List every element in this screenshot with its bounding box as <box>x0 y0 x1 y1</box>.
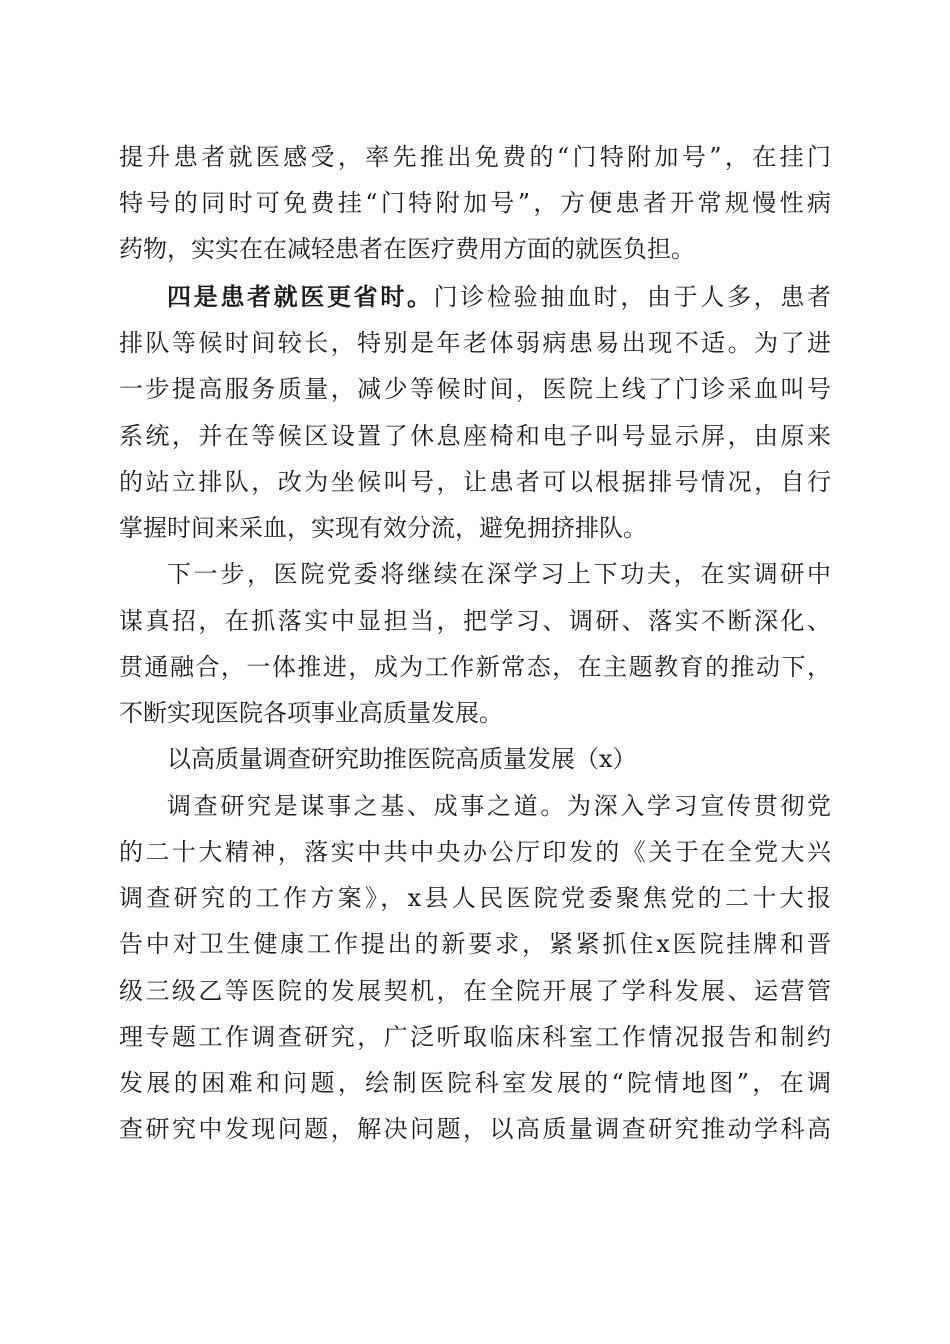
article-title: 以高质量调查研究助推医院高质量发展（x） <box>167 745 637 773</box>
text-line: 的二十大精神，落实中共中央办公厅印发的《关于在全党大兴 <box>119 838 831 866</box>
text-line: 调查研究的工作方案》，x县人民医院党委聚焦党的二十大报 <box>119 884 831 912</box>
text-line: 谋真招，在抓落实中显担当，把学习、调研、落实不断深化、 <box>119 607 831 635</box>
text-line: 的站立排队，改为坐候叫号，让患者可以根据排号情况，自行 <box>119 468 831 496</box>
text-line: 特号的同时可免费挂“门特附加号”，方便患者开常规慢性病 <box>119 189 831 217</box>
text-line: 系统，并在等候区设置了休息座椅和电子叫号显示屏，由原来 <box>119 422 831 450</box>
text-line: 理专题工作调查研究，广泛听取临床科室工作情况报告和制约 <box>119 1023 831 1051</box>
text-line: 掌握时间来采血，实现有效分流，避免拥挤排队。 <box>119 514 647 542</box>
section-lead-heading: 四是患者就医更省时。 <box>167 282 434 311</box>
text-line: 级三级乙等医院的发展契机，在全院开展了学科发展、运营管 <box>119 977 831 1005</box>
text-line: 不断实现医院各项事业高质量发展。 <box>119 699 503 727</box>
text-line: 药物，实实在在减轻患者在医疗费用方面的就医负担。 <box>119 235 695 263</box>
text-line: 贯通融合，一体推进，成为工作新常态，在主题教育的推动下， <box>119 653 831 681</box>
text-line: 查研究中发现问题，解决问题，以高质量调查研究推动学科高 <box>119 1115 831 1143</box>
text-line: 排队等候时间较长，特别是年老体弱病患易出现不适。为了进 <box>119 329 831 357</box>
text-line: 下一步，医院党委将继续在深学习上下功夫，在实调研中 <box>167 560 831 588</box>
text-line: 提升患者就医感受，率先推出免费的“门特附加号”，在挂门 <box>119 143 831 171</box>
text-line: 一步提高服务质量，减少等候时间，医院上线了门诊采血叫号 <box>119 375 831 403</box>
text-span: 门诊检验抽血时，由于人多，患者 <box>433 283 832 311</box>
text-line <box>167 276 831 318</box>
text-line: 调查研究是谋事之基、成事之道。为深入学习宣传贯彻党 <box>167 792 831 820</box>
text-line: 发展的困难和问题，绘制医院科室发展的“院情地图”，在调 <box>119 1069 831 1097</box>
text-line: 告中对卫生健康工作提出的新要求，紧紧抓住x医院挂牌和晋 <box>119 930 831 958</box>
